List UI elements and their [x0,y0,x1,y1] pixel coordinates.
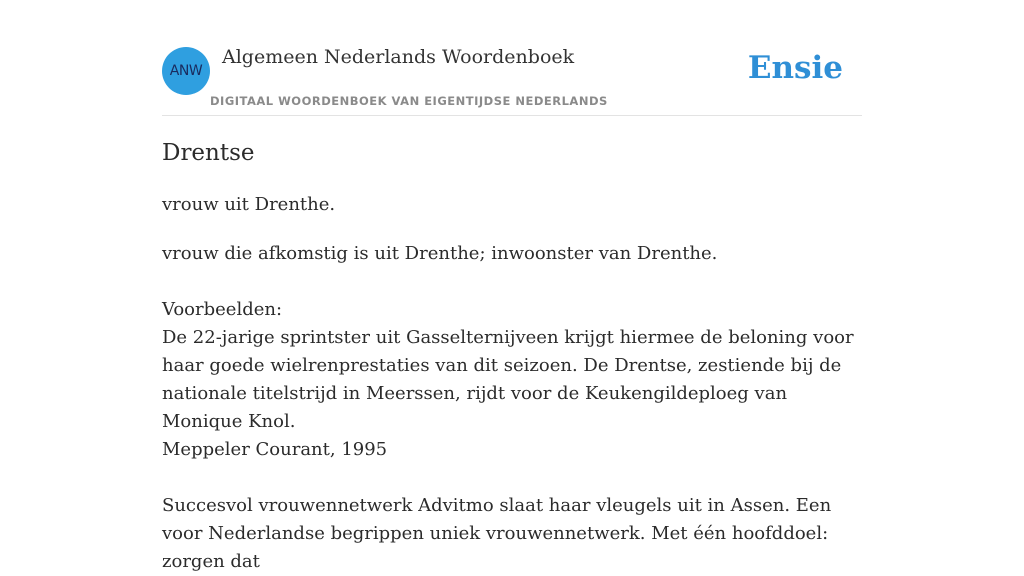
site-subtitle: DIGITAAL WOORDENBOEK VAN EIGENTIJDSE NEDERLANDS [210,94,608,108]
anw-logo[interactable] [162,47,210,95]
entry-content [162,240,862,576]
logo-text: ANW [169,63,203,79]
ensie-brand-link[interactable]: Ensie [747,50,843,86]
entry-title: Drentse [162,140,255,166]
site-title[interactable]: Algemeen Nederlands Woordenboek [222,46,575,68]
example-source: Meppeler Courant, 1995 [162,439,388,460]
short-definition: vrouw uit Drenthe. [162,194,336,215]
example-text: Succesvol vrouwennetwerk Advitmo slaat haar vleugels uit in Assen. Een voor Nederlandse begrippen uniek vrouwennetwerk. Met één hoofddoel: zorgen dat [162,495,832,572]
header-divider [162,115,862,116]
example-text: De 22-jarige sprintster uit Gasselternijveen krijgt hiermee de beloning voor haar goede wielrenprestaties van dit seizoen. De Drentse, zestiende bij de nationale titelstrijd in Meerssen, rijdt voor de Keukengildeploeg van Monique Knol. [162,327,854,432]
page [162,0,862,572]
examples-heading: Voorbeelden: [162,299,283,320]
definition: vrouw die afkomstig is uit Drenthe; inwoonster van Drenthe. [162,243,718,264]
